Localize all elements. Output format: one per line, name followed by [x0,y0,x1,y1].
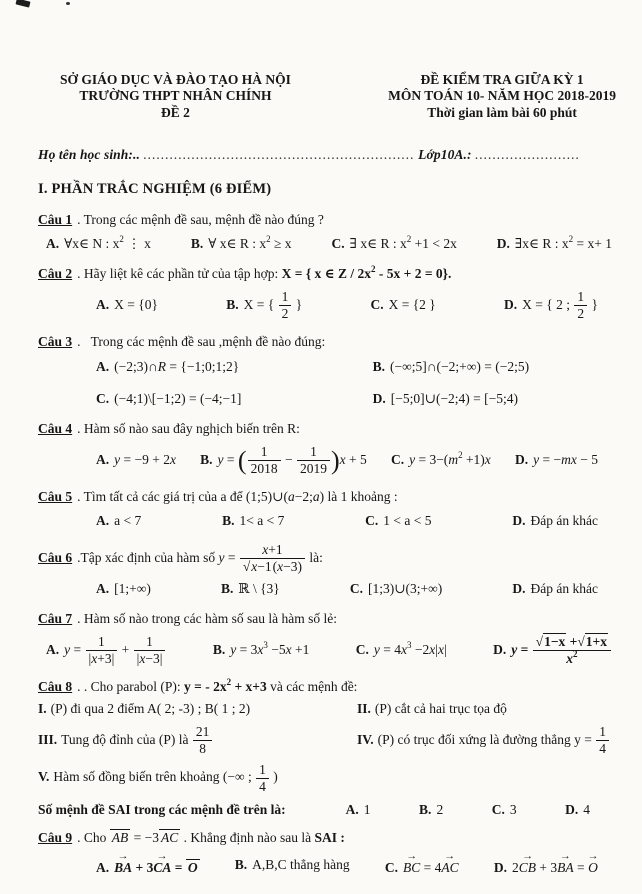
option-label: C. [491,801,505,817]
option-label: C. [331,236,345,252]
answer-option [492,802,517,819]
authority-name: SỞ GIÁO DỤC VÀ ĐÀO TẠO HÀ NỘI [60,72,291,87]
answer-options [38,443,618,478]
option-label: C. [365,513,379,529]
option-label: D. [512,513,526,529]
option-label: B. [419,801,432,817]
option-content: [−5;0]∪(−2;4) = [−5;4) [390,391,519,407]
option-content: y = $\frac{1}{|x+3|}$ + $\frac{1}{|x-3|}$ [64,642,166,657]
question-number: Câu 8 [38,679,73,695]
answer-option [46,236,151,253]
option-content: 3 [509,801,517,817]
option-content: → BA + 3 → CA = O [114,850,198,875]
question-number: Câu 7 [38,611,73,627]
answer-option [221,581,280,598]
question-number: Câu 3 [38,334,73,350]
option-content: a < 7 [114,513,142,529]
student-info-line [38,147,618,164]
option-label: D. [496,236,510,252]
statement-number: IV. [357,731,374,747]
option-content: ∀ x∈ R : $x^2 \ge x$ [208,234,292,252]
option-content: → BC = 4 → AC [402,850,459,875]
answer-option [419,802,443,819]
answer-option [96,297,158,314]
statement [38,725,357,756]
answer-option [356,642,447,659]
option-content: X = { 2 ; $\frac{1}{2}$ } [522,289,598,322]
option-content: y = −mx − 5 [533,452,598,468]
question-stem-line [38,421,618,438]
answer-options [38,234,618,255]
scan-artifact-dot [66,2,70,5]
option-content: ℝ \ {3} [238,581,280,597]
option-content: $y = 3-(m^2 +1)x$ [409,450,491,468]
option-label: D. [493,859,507,875]
option-label: C. [370,297,384,313]
option-content: y = $\frac{√1-x +√1+x}{x^2}$ [511,642,612,657]
option-content: 1 < a < 5 [383,513,432,529]
statement [38,763,618,794]
option-label: D. [512,581,526,597]
option-content: ∀x∈ N : $x^2$ ⋮ x [64,234,151,252]
option-content: ∃ x∈ R : $x^2 +1 < 2x$ [349,234,457,252]
option-content: $y = 3x^3 -5x +1$ [230,640,310,658]
answer-option [96,850,200,877]
statement-number: II. [357,701,371,717]
answer-option [226,290,302,321]
option-label: D. [493,641,507,657]
question-stem-line [38,266,618,283]
option-label: C. [355,642,369,658]
statement-text: Hàm số đồng biến trên khoảng (−∞ ; $\frac{1}{4}$ ) [53,761,278,794]
question-stem: . . Cho parabol (P): y = - $2x^2 + x+3$ và các mệnh đề: [77,677,358,695]
question-stem: . Cho AB = −3 AC . Khẳng định nào sau là SAI : [77,829,345,845]
exam-code: ĐỀ 2 [161,104,190,120]
question-stem-line [38,543,618,574]
answer-option [350,581,442,598]
statement-text: (P) đi qua 2 điểm A( 2; -3) ; B( 1 ; 2) [50,701,251,717]
option-label: B. [212,642,226,658]
answer-option [512,581,598,598]
option-label: B. [200,451,213,467]
statement [357,725,618,756]
conclusion-options [286,802,618,819]
question-stem-line [38,830,618,847]
option-content: [1;3)∪(3;+∞) [368,581,443,597]
statement-text: (P) cắt cả hai trục tọa độ [374,701,507,717]
answer-option [96,513,141,530]
option-label: D. [504,296,518,312]
questions [38,212,618,878]
question [38,679,618,818]
exam-title: ĐỀ KIỂM TRA GIỮA KỲ 1 [420,72,584,87]
answer-option [96,581,151,598]
statement-list [38,701,618,756]
question-stem: . Tìm tất cả các giá trị của a để (1;5)∪(a−2;a) là 1 khoảng : [77,489,398,505]
answer-option [497,236,612,253]
option-content: 4 [583,801,590,817]
option-content: ∃x∈ R : $x^2 = x+ 1$ [514,234,612,252]
option-label: D. [372,391,386,407]
option-content: X = { $\frac{1}{2}$ } [243,289,303,322]
option-label: C. [349,581,363,597]
answer-option [373,391,618,408]
statement-number: V. [38,769,50,785]
question-number: Câu 2 [38,266,73,282]
option-label: B. [222,513,235,529]
answer-option [565,802,590,819]
option-label: A. [96,452,110,468]
answer-option [332,236,457,253]
answer-option [384,850,459,877]
answer-options [38,579,618,600]
question [38,543,618,600]
option-label: A. [96,513,110,529]
option-content: Đáp án khác [530,581,598,597]
statement-number: III. [38,731,58,747]
option-content: Đáp án khác [530,513,598,529]
answer-option [504,290,598,321]
answer-option [365,513,431,530]
option-content: y = ( $\frac{1}{2018}$ − $\frac{1}{2019}$ )x + 5 [217,443,367,477]
question-number: Câu 9 [38,829,73,845]
answer-option [493,635,612,666]
exam-duration: Thời gian làm bài 60 phút [427,104,577,120]
question [38,611,618,668]
question-stem-line [38,212,618,229]
question-stem-line [38,489,618,506]
question [38,334,618,410]
option-content: (−∞;5]∩(−2;+∞) = (−2;5) [390,359,530,375]
option-content: 1 [363,801,371,817]
option-label: C. [390,452,405,468]
question [38,830,618,879]
option-label: A. [96,581,110,597]
question-stem: . Hàm số nào sau đây nghịch biến trên R: [77,421,300,436]
question [38,421,618,478]
answer-option [222,513,284,530]
question [38,266,618,323]
issuing-authority-block [60,72,291,121]
question-stem: . Trong các mệnh đề sau, mệnh đề nào đúng ? [77,212,324,228]
option-content: (−2;3)∩R = {−1;0;1;2} [114,359,240,375]
question-stem: . Trong các mệnh đề sau ,mệnh đề nào đúng: [77,334,326,350]
question-stem-line [38,679,618,696]
option-content: X = {0} [114,297,158,313]
answer-option [191,236,292,253]
option-content: 2 → CB + 3 → BA = → O [511,850,599,875]
question-stem: .Tập xác định của hàm số y = $\frac{x+1}{√x-1(x-3)}$ là: [77,541,323,575]
option-label: A. [345,801,359,817]
answer-option [512,513,598,530]
answer-option [235,857,350,874]
statement [38,701,357,718]
answer-option [96,391,373,408]
question [38,489,618,532]
answer-options [38,852,618,879]
option-label: B. [190,236,204,252]
exam-subject-year: MÔN TOÁN 10- NĂM HỌC 2018-2019 [388,88,616,104]
answer-option [96,452,176,469]
option-label: C. [96,391,110,407]
statement-number: I. [38,701,47,717]
exam-header [38,72,618,121]
question-stem: . Hãy liệt kê các phần tử của tập hợp: X = { x ∈ $Z / 2x^2 - 5x + 2 = 0$}. [77,264,452,282]
answer-option [213,642,310,659]
section-title: I. PHẦN TRẮC NGHIỆM (6 ĐIỂM) [38,181,272,198]
option-label: A. [96,359,110,375]
option-content: $y = 4x^3 -2x|x|$ [373,640,447,658]
question [38,212,618,255]
answer-option [200,445,367,476]
student-name-blank: .............................................................. [143,147,415,163]
option-content: [1;+∞) [114,581,151,597]
option-content: A,B,C thẳng hàng [252,856,350,872]
answer-option [346,802,371,819]
school-name: TRƯỜNG THPT NHÂN CHÍNH [79,88,272,104]
option-content: 2 [436,801,444,817]
option-content: X = {2 } [388,297,436,313]
answer-option [96,359,373,376]
answer-option [370,297,435,314]
option-label: C. [384,859,398,875]
statement-text: (P) có trục đối xứng là đường thẳng y = $\frac{1}{4}$ [378,732,610,747]
answer-options [38,511,618,532]
question-stem-line [38,611,618,628]
exam-title-block [388,72,616,121]
question-stem: . Hàm số nào trong các hàm số sau là hàm số lẻ: [77,611,337,627]
question-number: Câu 6 [38,549,73,565]
option-content: 1< a < 7 [239,513,285,529]
option-content: y = −9 + 2x [114,452,176,468]
statement [357,701,618,718]
answer-options [38,288,618,323]
statement-text: Tung độ đỉnh của (P) là $\frac{21}{8}$ [61,732,213,747]
option-label: A. [46,236,60,252]
student-name-label: Họ tên học sinh:.. [38,147,140,163]
conclusion-text: Số mệnh đề SAI trong các mệnh đề trên là: [38,801,286,817]
option-label: A. [96,297,110,313]
answer-option [515,452,598,469]
class-label: Lớp10A.: [418,147,472,163]
option-label: D. [514,452,529,468]
option-label: A. [46,641,60,657]
answer-option [391,452,491,469]
question-stem-line [38,334,618,351]
option-label: B. [372,359,386,375]
answer-option [373,359,618,376]
answer-option [493,850,599,877]
option-label: B. [220,581,234,597]
question-number: Câu 4 [38,421,73,436]
answer-options [38,356,618,410]
conclusion-line [38,802,618,819]
option-content: (−4;1)\[−1;2) = (−4;−1] [114,391,242,407]
answer-options [38,633,618,668]
option-label: D. [565,801,579,817]
question-number: Câu 5 [38,489,73,505]
option-label: A. [96,859,110,875]
option-label: B. [234,856,248,872]
answer-option [46,635,166,666]
question-number: Câu 1 [38,212,73,228]
class-blank: ........................ [475,147,581,163]
option-label: B. [226,296,239,312]
